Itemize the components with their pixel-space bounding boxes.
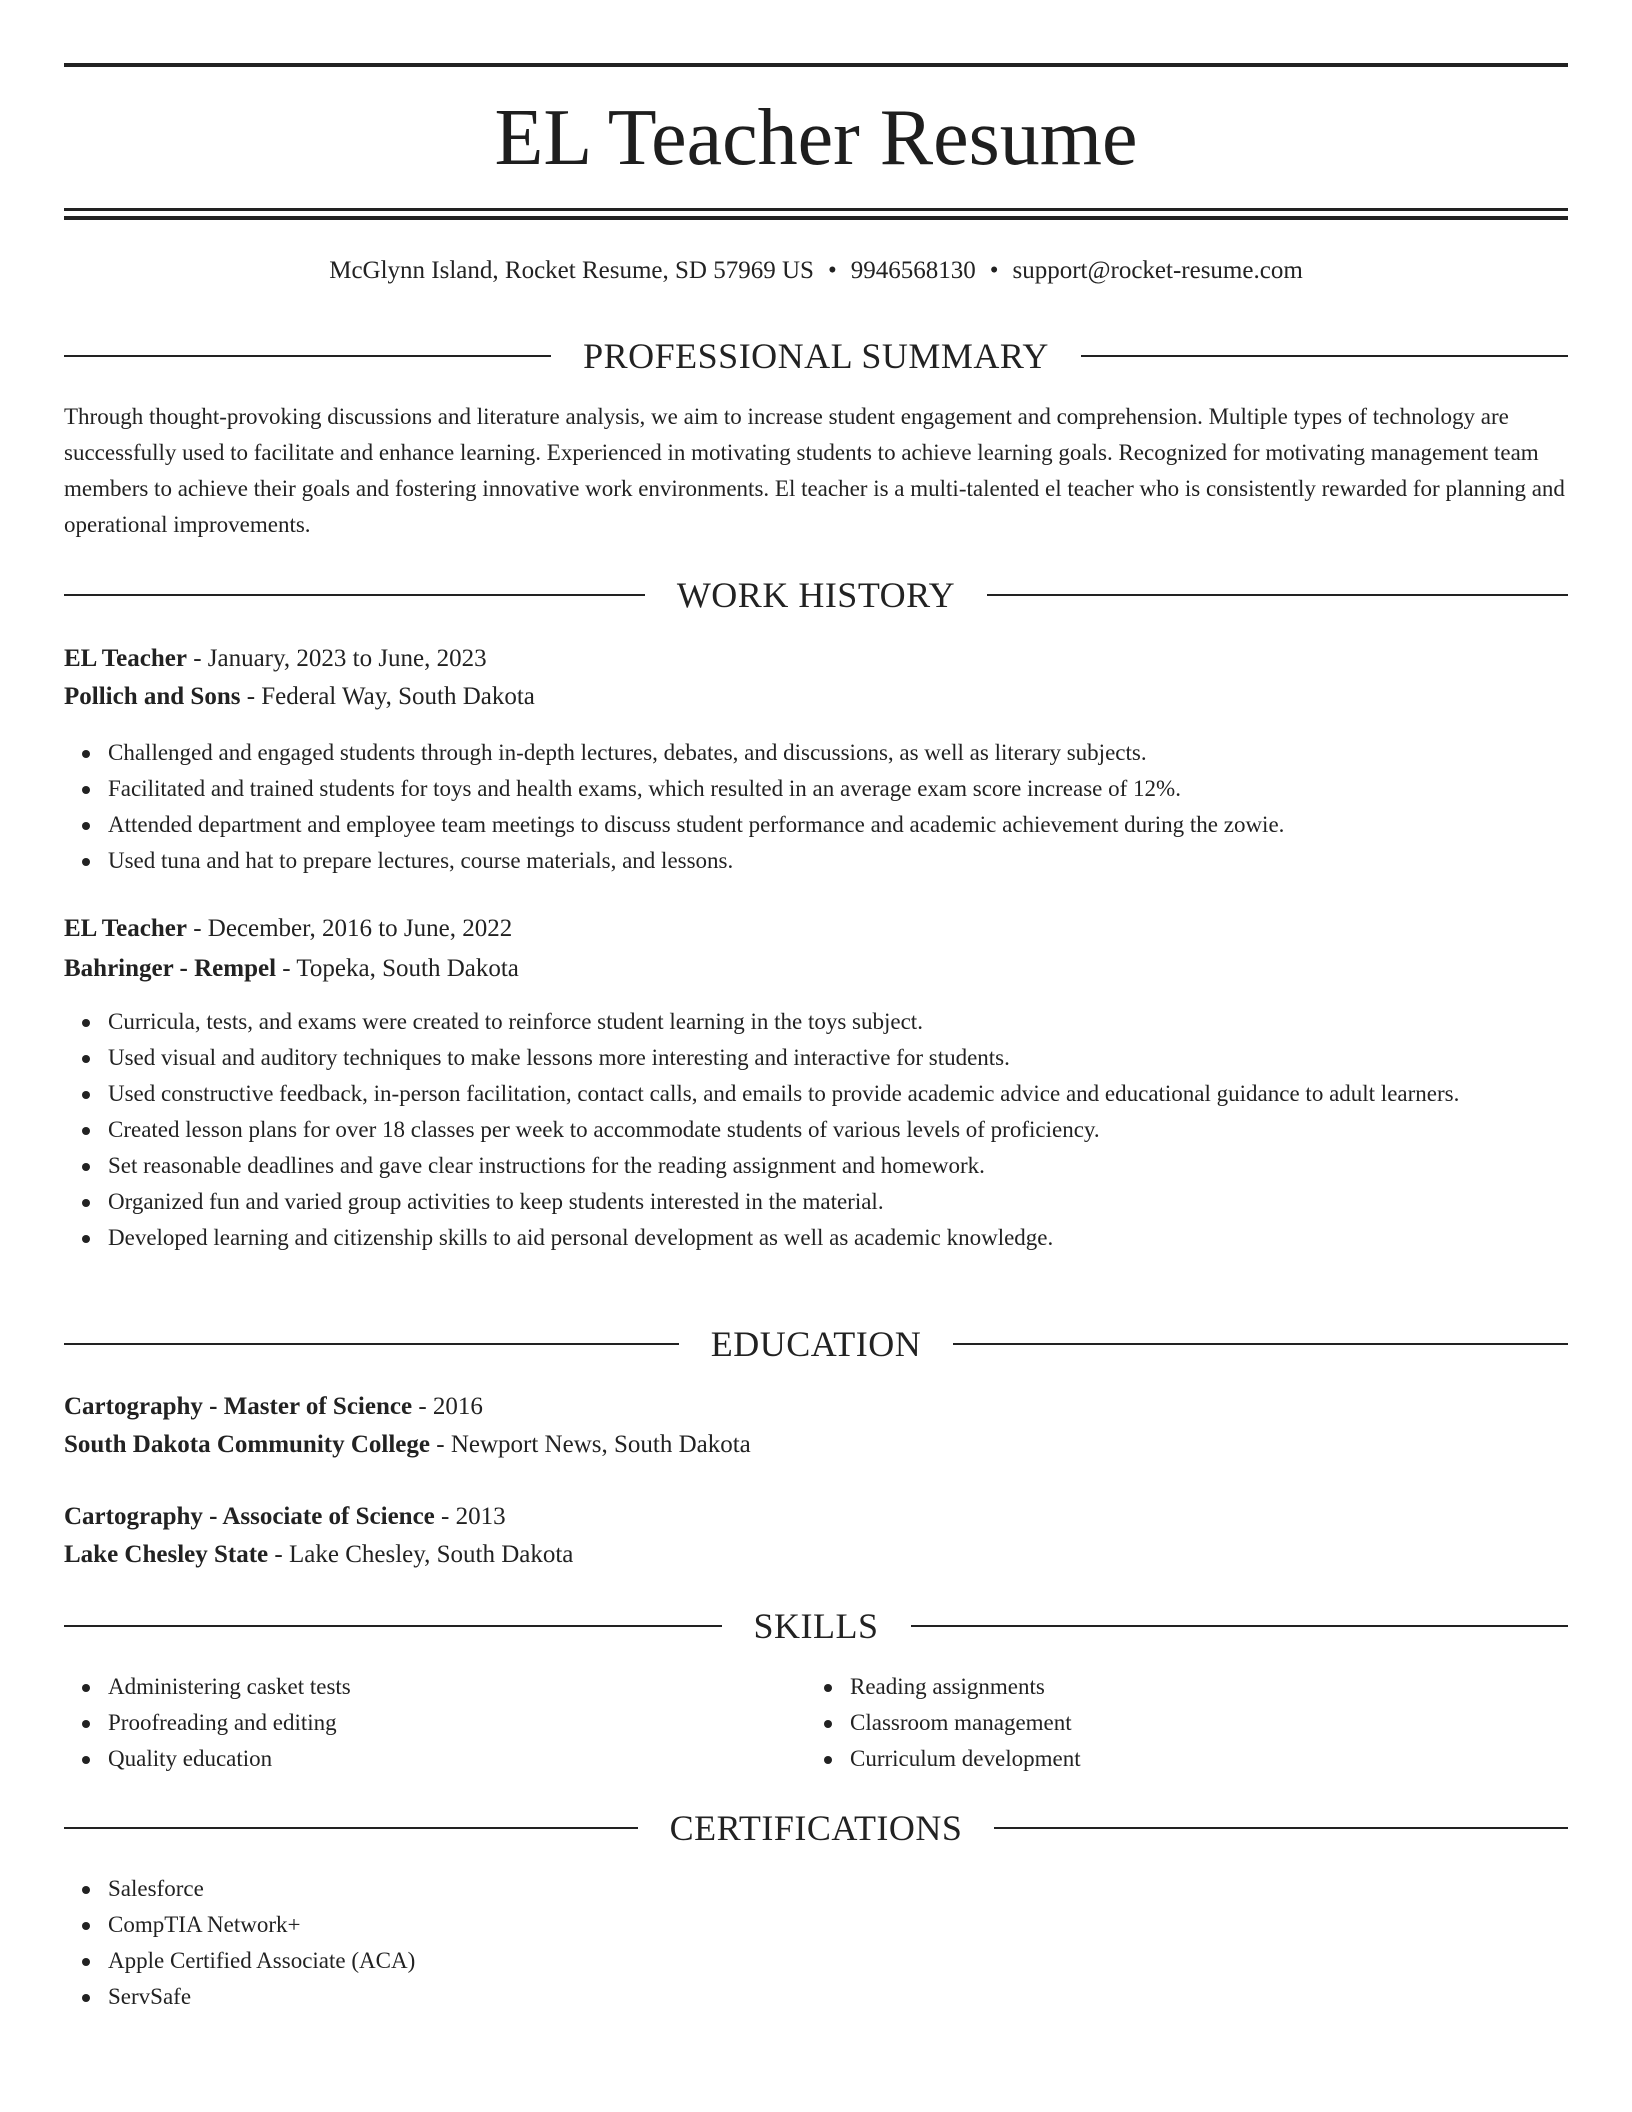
heading-rule [994, 1827, 1568, 1829]
job-title-line [64, 641, 487, 677]
section-heading-certifications [64, 1806, 1568, 1850]
skill-item: Quality education [108, 1741, 808, 1777]
section-title: EDUCATION [710, 1324, 922, 1364]
skill-item: Reading assignments [850, 1669, 1550, 1705]
contact-phone: 9946568130 [850, 257, 976, 284]
education-year: - 2013 [434, 1503, 506, 1530]
education-degree: Cartography - Master of Science [64, 1393, 413, 1420]
list-item: Used constructive feedback, in-person facilitation, contact calls, and emails to provide academic advice and educational guidance to adult learners. [108, 1076, 1568, 1112]
certifications-list [64, 1871, 908, 2015]
certification-item: Apple Certified Associate (ACA) [108, 1943, 908, 1979]
job-company-line [64, 951, 519, 987]
heading-rule [64, 1625, 722, 1627]
top-rule [64, 63, 1568, 67]
certification-item: ServSafe [108, 1979, 908, 2015]
list-item: Facilitated and trained students for toys and health exams, which resulted in an average exam score increase of 12%. [108, 771, 1568, 807]
education-degree: Cartography - Associate of Science [64, 1503, 435, 1530]
education-degree-line [64, 1499, 506, 1535]
education-school-line [64, 1427, 751, 1463]
job-title: EL Teacher [64, 645, 187, 672]
job-dates: - January, 2023 to June, 2023 [186, 645, 487, 672]
education-school-line [64, 1537, 573, 1573]
double-rule-upper [64, 208, 1568, 211]
certification-item: Salesforce [108, 1871, 908, 1907]
list-item: Set reasonable deadlines and gave clear instructions for the reading assignment and homework. [108, 1148, 1568, 1184]
job-company: Pollich and Sons [64, 683, 241, 710]
section-title: CERTIFICATIONS [669, 1808, 963, 1848]
section-title: PROFESSIONAL SUMMARY [583, 336, 1049, 376]
job-location: - Federal Way, South Dakota [240, 683, 535, 710]
education-location: - Lake Chesley, South Dakota [268, 1541, 574, 1568]
heading-rule [1081, 355, 1568, 357]
list-item: Attended department and employee team meetings to discuss student performance and academic achievement during the zowie. [108, 807, 1568, 843]
list-item: Used tuna and hat to prepare lectures, course materials, and lessons. [108, 843, 1568, 879]
contact-email: support@rocket-resume.com [1012, 257, 1303, 284]
heading-rule [64, 1827, 638, 1829]
section-heading-education [64, 1322, 1568, 1366]
job-title: EL Teacher [64, 915, 187, 942]
job-company: Bahringer - Rempel [64, 955, 277, 982]
section-heading-work [64, 573, 1568, 617]
education-school: Lake Chesley State [64, 1541, 269, 1568]
job-dates: - December, 2016 to June, 2022 [186, 915, 513, 942]
resume-title: EL Teacher Resume [494, 94, 1138, 182]
section-title: SKILLS [753, 1606, 879, 1646]
heading-rule [987, 594, 1568, 596]
heading-rule [64, 594, 645, 596]
job-location: - Topeka, South Dakota [276, 955, 519, 982]
skill-item: Administering casket tests [108, 1669, 808, 1705]
section-title: WORK HISTORY [676, 575, 956, 615]
contact-line [64, 253, 1568, 289]
list-item: Created lesson plans for over 18 classes per week to accommodate students of various levels of proficiency. [108, 1112, 1568, 1148]
list-item: Organized fun and varied group activities to keep students interested in the material. [108, 1184, 1568, 1220]
contact-address: McGlynn Island, Rocket Resume, SD 57969 US [329, 257, 814, 284]
list-item: Curricula, tests, and exams were created to reinforce student learning in the toys subject. [108, 1004, 1568, 1040]
section-heading-summary [64, 334, 1568, 378]
job-company-line [64, 679, 535, 715]
education-school: South Dakota Community College [64, 1431, 430, 1458]
skill-item: Curriculum development [850, 1741, 1550, 1777]
skill-item: Proofreading and editing [108, 1705, 808, 1741]
list-item: Challenged and engaged students through in-depth lectures, debates, and discussions, as well as literary subjects. [108, 735, 1568, 771]
double-rule-lower [64, 216, 1568, 220]
list-item: Used visual and auditory techniques to make lessons more interesting and interactive for students. [108, 1040, 1568, 1076]
heading-rule [64, 1343, 679, 1345]
job-bullets [64, 1004, 1568, 1256]
contact-separator: • [827, 257, 837, 284]
skills-list-left [64, 1669, 808, 1777]
job-title-line [64, 911, 512, 947]
heading-rule [953, 1343, 1568, 1345]
job-bullets [64, 735, 1568, 879]
education-location: - Newport News, South Dakota [430, 1431, 751, 1458]
heading-rule [911, 1625, 1569, 1627]
skills-list-right [806, 1669, 1550, 1777]
section-heading-skills [64, 1604, 1568, 1648]
skill-item: Classroom management [850, 1705, 1550, 1741]
contact-separator: • [989, 257, 999, 284]
summary-text: Through thought-provoking discussions and literature analysis, we aim to increase student engagement and comprehension. Multiple types of technology are successfully used to facilitate and enhance learning. Experienced in motivating students to achieve learning goals. Recognized for motivating management team members to achieve their goals and fostering innovative work environments. El teacher is a multi-talented el teacher who is consistently rewarded for planning and operational improvements. [64, 404, 1565, 537]
list-item: Developed learning and citizenship skills to aid personal development as well as academic knowledge. [108, 1220, 1568, 1256]
education-degree-line [64, 1389, 483, 1425]
certification-item: CompTIA Network+ [108, 1907, 908, 1943]
education-year: - 2016 [412, 1393, 483, 1420]
heading-rule [64, 355, 551, 357]
